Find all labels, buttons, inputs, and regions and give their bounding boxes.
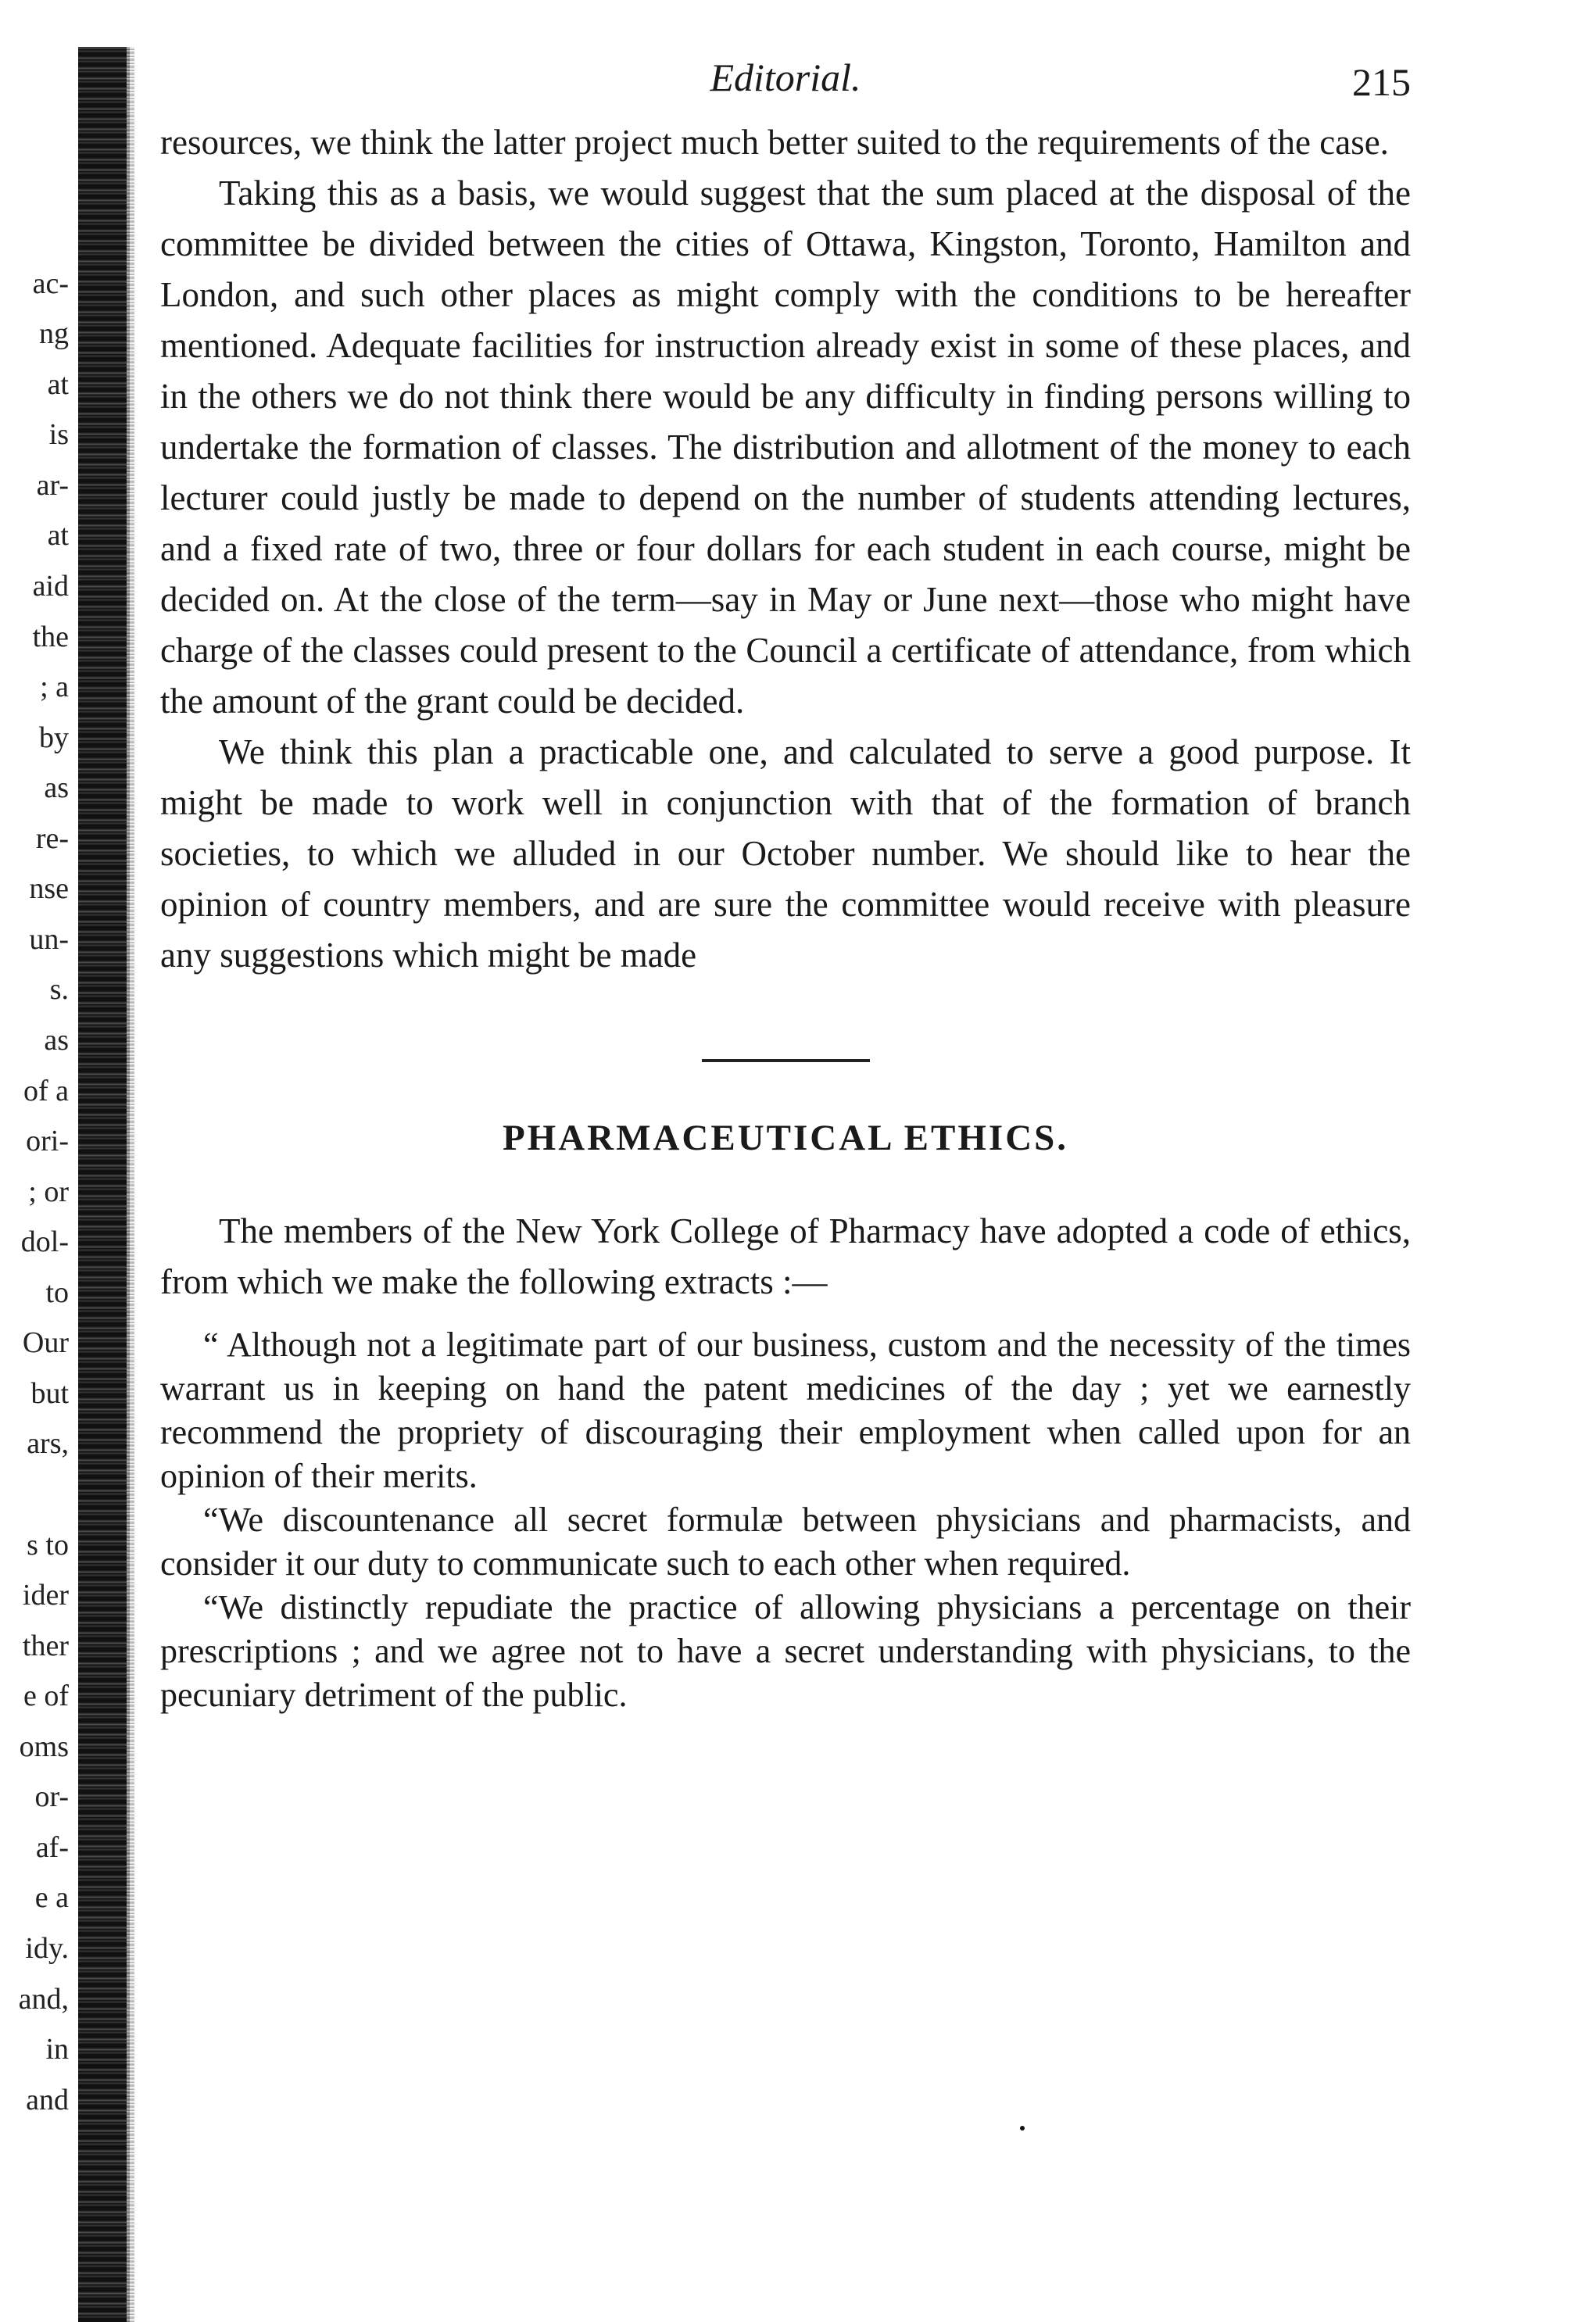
- editorial-paragraph: We think this plan a practicable one, and calculated to serve a good purpose. It might be made to work well in conjunction with that of the formation of branch societies, to which we alluded in our October number. We should like to hear the opinion of country members, and are sure the committee would receive with pleasure any suggestions which might be made: [160, 732, 1411, 975]
- gutter-fragment: ider: [22, 1579, 69, 1612]
- page-number: 215: [1352, 60, 1411, 104]
- gutter-fragment: of a: [23, 1075, 69, 1107]
- section-title: PHARMACEUTICAL ETHICS.: [502, 1118, 1069, 1158]
- quoted-extract: “We discountenance all secret formulæ between physicians and pharmacists, and consider it our duty to communicate such to each other when required.: [160, 1501, 1411, 1583]
- gutter-fragment: as: [44, 771, 69, 804]
- gutter-fragment: af-: [35, 1831, 69, 1864]
- gutter-fragment: ng: [39, 317, 69, 350]
- gutter-fragment: un-: [29, 923, 69, 956]
- gutter-fragment: s to: [27, 1529, 69, 1562]
- section-intro: The members of the New York College of Pharmacy have adopted a code of ethics, from which we make the following extracts :—: [160, 1211, 1411, 1301]
- gutter-fragment: at: [47, 519, 69, 552]
- gutter-fragment: in: [45, 2033, 69, 2066]
- page: [160, 55, 1411, 1717]
- gutter-fragment: the: [32, 621, 69, 653]
- gutter-fragment: but: [30, 1377, 69, 1410]
- ink-speck: [1020, 2126, 1025, 2131]
- quoted-extract: “ Although not a legitimate part of our business, custom and the necessity of the times warrant us in keeping on hand the patent medicines of the day ; yet we earnestly recommend the propriety of discouraging their employment when called upon for an opinion of their merits.: [160, 1326, 1411, 1495]
- gutter-fragment: is: [48, 418, 69, 451]
- gutter-fragment: Our: [22, 1326, 69, 1359]
- gutter-fragment: ar-: [36, 469, 69, 502]
- gutter-fragment: by: [39, 721, 69, 754]
- gutter-fragment: at: [47, 368, 69, 401]
- gutter-fragment: ori-: [26, 1125, 69, 1157]
- gutter-fragment: ars,: [27, 1427, 69, 1460]
- gutter-fragment: re-: [35, 822, 69, 855]
- gutter-fragment: as: [44, 1024, 69, 1057]
- running-head: Editorial.: [710, 55, 861, 99]
- quoted-extract: “We distinctly repudiate the practice of allowing physicians a percentage on their prescriptions ; and we agree not to have a secret understanding with physicians, to the pecuniary detriment of the public.: [160, 1588, 1411, 1714]
- gutter-fragment: ; a: [40, 671, 69, 703]
- gutter-fragment: dol-: [20, 1225, 69, 1258]
- page-header: [160, 55, 1411, 117]
- gutter-fragment: ther: [22, 1630, 69, 1662]
- section-divider: [702, 1059, 870, 1062]
- gutter-fragment: ac-: [32, 267, 69, 300]
- gutter-fragment: e of: [23, 1680, 69, 1712]
- gutter-fragment: nse: [29, 872, 69, 905]
- editorial-paragraph: resources, we think the latter project much better suited to the requirements of the case.: [160, 123, 1389, 162]
- gutter-fragment: to: [45, 1276, 69, 1309]
- gutter-fragment: e a: [34, 1881, 69, 1914]
- gutter-fragment: and: [26, 2084, 69, 2116]
- editorial-paragraph: Taking this as a basis, we would suggest that the sum placed at the disposal of the committee be divided between the cities of Ottawa, Kingston, Toronto, Hamilton and London, and such other places as might comply with the conditions to be hereafter mentioned. Adequate facilities for instruction already exist in some of these places, and in the others we do not think there would be any difficulty in finding persons willing to undertake the formation of classes. The distribution and allotment of the money to each lecturer could justly be made to depend on the number of students attending lectures, and a fixed rate of two, three or four dollars for each student in each course, might be decided on. At the close of the term—say in May or June next—those who might have charge of the classes could present to the Council a certificate of attendance, from which the amount of the grant could be decided.: [160, 174, 1411, 721]
- gutter-fragment: and,: [18, 1983, 69, 2016]
- editorial-body: [160, 117, 1411, 981]
- book-spine-shadow: [78, 47, 130, 2322]
- ethics-body: [160, 1206, 1411, 1717]
- gutter-fragment: oms: [19, 1730, 69, 1763]
- gutter-fragment: idy.: [25, 1932, 69, 1965]
- gutter-fragment: or-: [34, 1780, 69, 1813]
- gutter-fragment: s.: [49, 973, 69, 1006]
- gutter-fragment: aid: [32, 570, 69, 603]
- gutter-fragment: ; or: [28, 1175, 69, 1208]
